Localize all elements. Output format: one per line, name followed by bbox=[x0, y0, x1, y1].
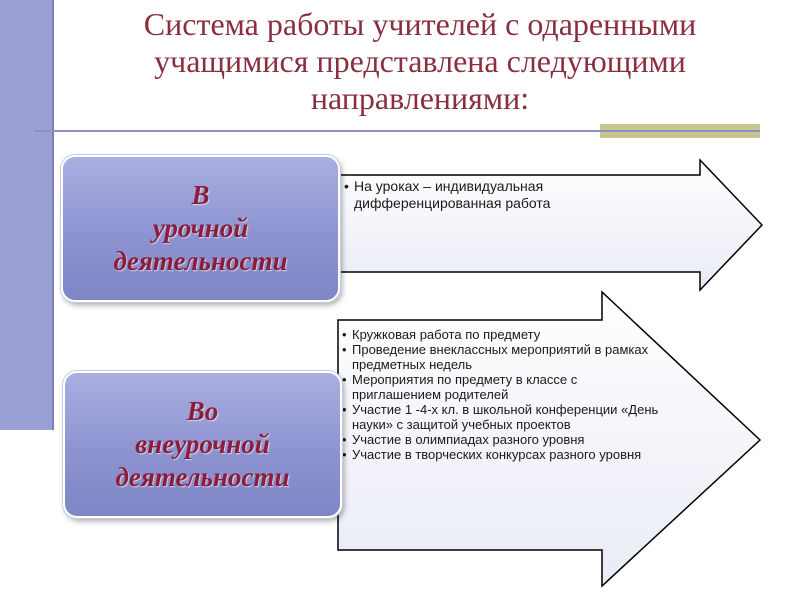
list-item: • Проведение внеклассных мероприятий в рамках предметных недель bbox=[342, 342, 662, 372]
list-item: • На уроках – индивидуальная дифференцированная работа bbox=[344, 178, 644, 212]
box-line: внеурочной bbox=[135, 429, 270, 459]
list-item: • Участие в творческих конкурсах разного уровня bbox=[342, 447, 662, 462]
arrow-list-lessons bbox=[344, 178, 644, 212]
list-item: • Мероприятия по предмету в классе с приглашением родителей bbox=[342, 372, 662, 402]
box-line: деятельности bbox=[115, 462, 290, 492]
box-line: урочной bbox=[152, 213, 249, 243]
box-extracurricular-activity bbox=[63, 371, 342, 518]
box-line: деятельности bbox=[113, 246, 288, 276]
box-line: Во bbox=[186, 396, 219, 426]
list-item: • Участие в олимпиадах разного уровня bbox=[342, 432, 662, 447]
box-line: В bbox=[191, 180, 210, 210]
list-item: • Кружковая работа по предмету bbox=[342, 327, 662, 342]
arrow-list-extracurricular bbox=[342, 327, 662, 462]
box-lesson-activity bbox=[61, 155, 340, 302]
list-item: • Участие 1 -4-х кл. в школьной конференции «День науки» с защитой учебных проектов bbox=[342, 402, 662, 432]
slide-title: Система работы учителей с одаренными учащимися представлена следующими направлениями: bbox=[143, 6, 697, 116]
